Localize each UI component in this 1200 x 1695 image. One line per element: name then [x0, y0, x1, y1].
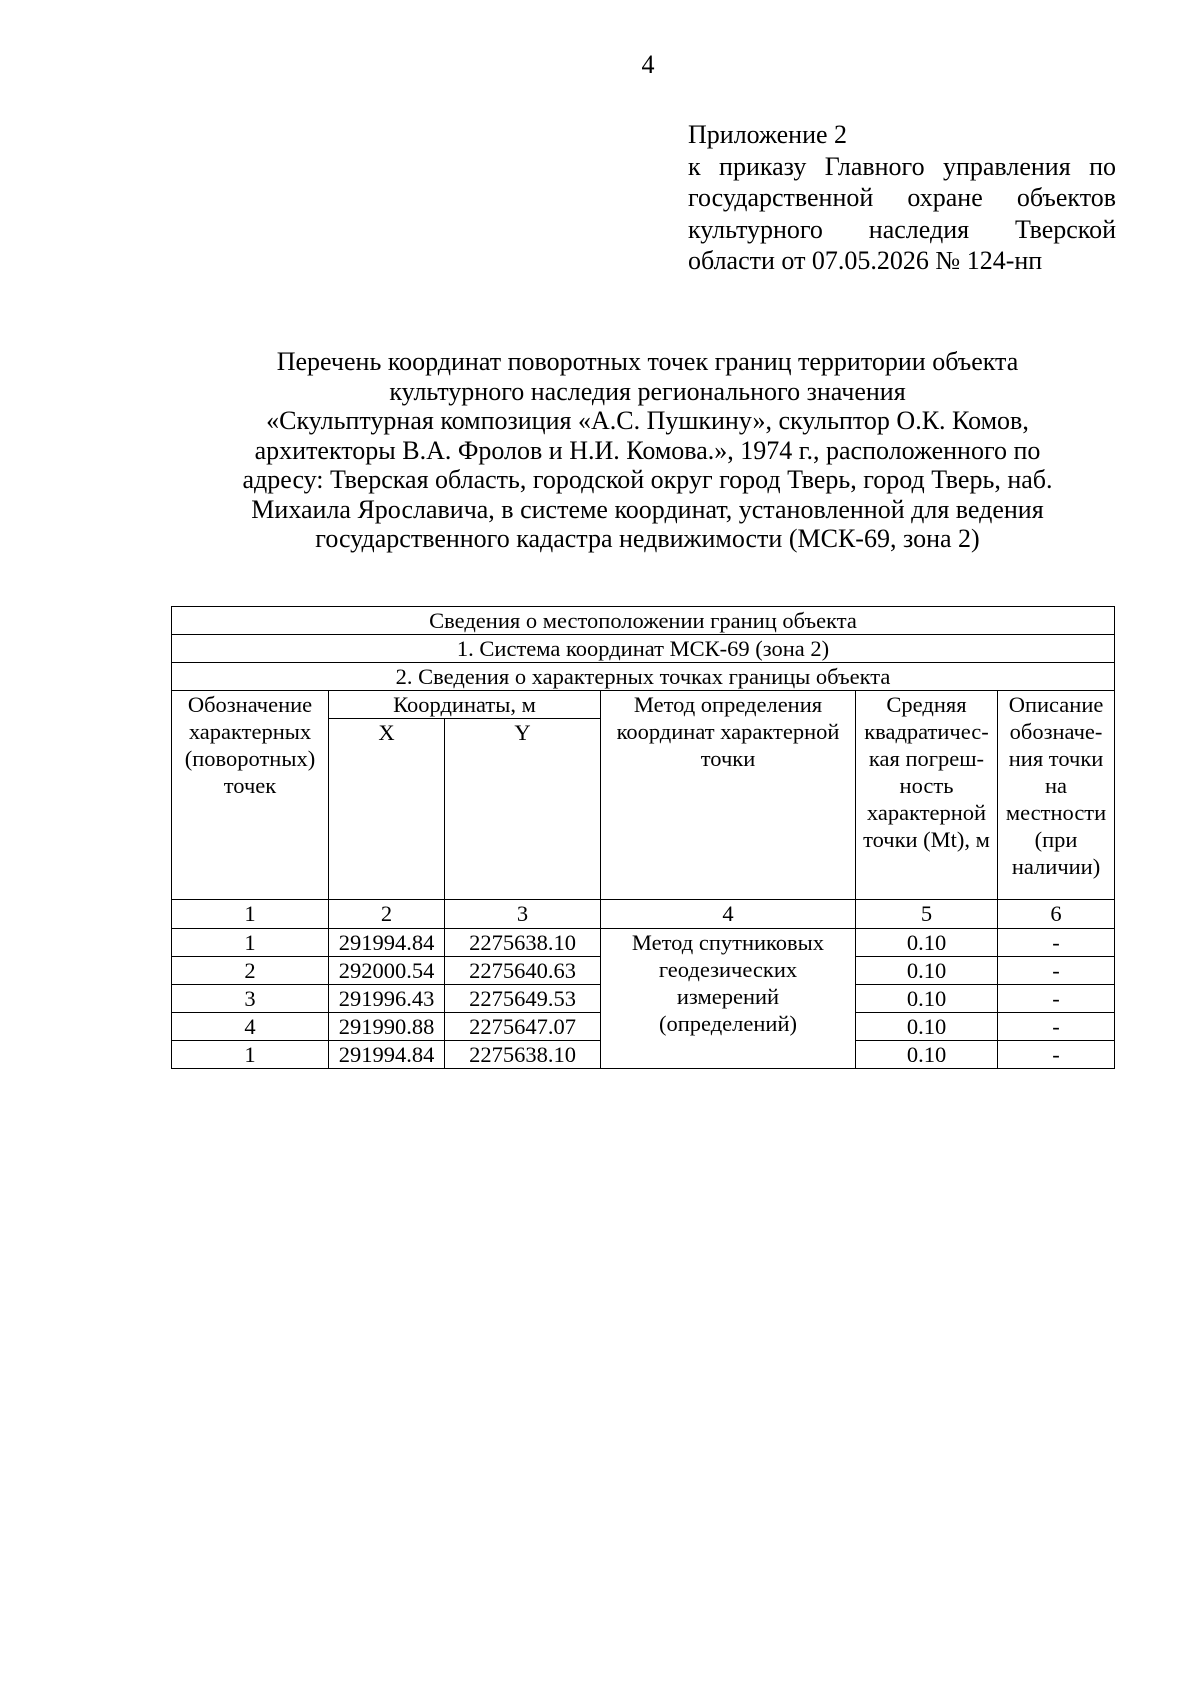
- method-value: Метод спутниковых геодезических измерений (определений): [601, 929, 856, 1069]
- point-number: 2: [172, 957, 329, 985]
- x-value: 291994.84: [329, 1041, 445, 1069]
- point-number: 4: [172, 1013, 329, 1041]
- y-value: 2275649.53: [445, 985, 601, 1013]
- column-number: 4: [601, 900, 856, 929]
- title-line: «Скульптурная композиция «А.С. Пушкину», скульптор О.К. Комов,: [266, 406, 1029, 435]
- y-value: 2275647.07: [445, 1013, 601, 1041]
- y-value: 2275640.63: [445, 957, 601, 985]
- description-value: -: [998, 985, 1115, 1013]
- coordinate-system-title: 1. Система координат МСК-69 (зона 2): [172, 635, 1115, 663]
- title-line: государственного кадастра недвижимости (МСК-69, зона 2): [315, 524, 980, 553]
- point-number: 3: [172, 985, 329, 1013]
- column-number: 6: [998, 900, 1115, 929]
- error-value: 0.10: [856, 1041, 998, 1069]
- description-value: -: [998, 1013, 1115, 1041]
- header-y: Y: [445, 719, 601, 900]
- column-number: 3: [445, 900, 601, 929]
- appendix-reference: [688, 119, 1116, 277]
- appendix-line: области от 07.05.2026 № 124-нп: [688, 246, 1043, 275]
- x-value: 291994.84: [329, 929, 445, 957]
- appendix-line: к приказу Главного управления по: [688, 151, 1116, 181]
- column-numbers-row: [172, 900, 1115, 929]
- point-number: 1: [172, 929, 329, 957]
- header-method: Метод определения координат характерной точки: [601, 691, 856, 900]
- header-designation: Обозначение характерных (поворотных) точек: [172, 691, 329, 900]
- document-title: [160, 347, 1135, 554]
- header-x: X: [329, 719, 445, 900]
- title-line: Перечень координат поворотных точек границ территории объекта: [276, 347, 1019, 376]
- header-error: Средняя квадратичес- кая погреш- ность характерной точки (Mt), м: [856, 691, 998, 900]
- description-value: -: [998, 1041, 1115, 1069]
- error-value: 0.10: [856, 1013, 998, 1041]
- appendix-line: культурного наследия Тверской: [688, 214, 1116, 244]
- error-value: 0.10: [856, 985, 998, 1013]
- description-value: -: [998, 957, 1115, 985]
- point-number: 1: [172, 1041, 329, 1069]
- title-line: архитекторы В.А. Фролов и Н.И. Комова.», 1974 г., расположенного по: [254, 435, 1041, 465]
- title-line: культурного наследия регионального значения: [389, 376, 906, 406]
- points-title: 2. Сведения о характерных точках границы объекта: [172, 663, 1115, 691]
- column-number: 5: [856, 900, 998, 929]
- column-number: 2: [329, 900, 445, 929]
- table-row: [172, 929, 1115, 957]
- appendix-line: Приложение 2: [688, 120, 848, 149]
- x-value: 291990.88: [329, 1013, 445, 1041]
- x-value: 292000.54: [329, 957, 445, 985]
- header-coordinates: Координаты, м: [329, 691, 601, 719]
- x-value: 291996.43: [329, 985, 445, 1013]
- title-line: адресу: Тверская область, городской округ город Тверь, город Тверь, наб.: [242, 465, 1053, 494]
- page-number: 4: [641, 50, 655, 79]
- y-value: 2275638.10: [445, 929, 601, 957]
- title-line: Михаила Ярославича, в системе координат, установленной для ведения: [251, 494, 1044, 524]
- error-value: 0.10: [856, 957, 998, 985]
- column-number: 1: [172, 900, 329, 929]
- y-value: 2275638.10: [445, 1041, 601, 1069]
- header-description: Описание обозначе- ния точки на местности (при наличии): [998, 691, 1115, 900]
- error-value: 0.10: [856, 929, 998, 957]
- description-value: -: [998, 929, 1115, 957]
- appendix-line: государственной охране объектов: [688, 183, 1116, 212]
- coordinates-table: [171, 606, 1115, 1069]
- section-title: Сведения о местоположении границ объекта: [172, 607, 1115, 635]
